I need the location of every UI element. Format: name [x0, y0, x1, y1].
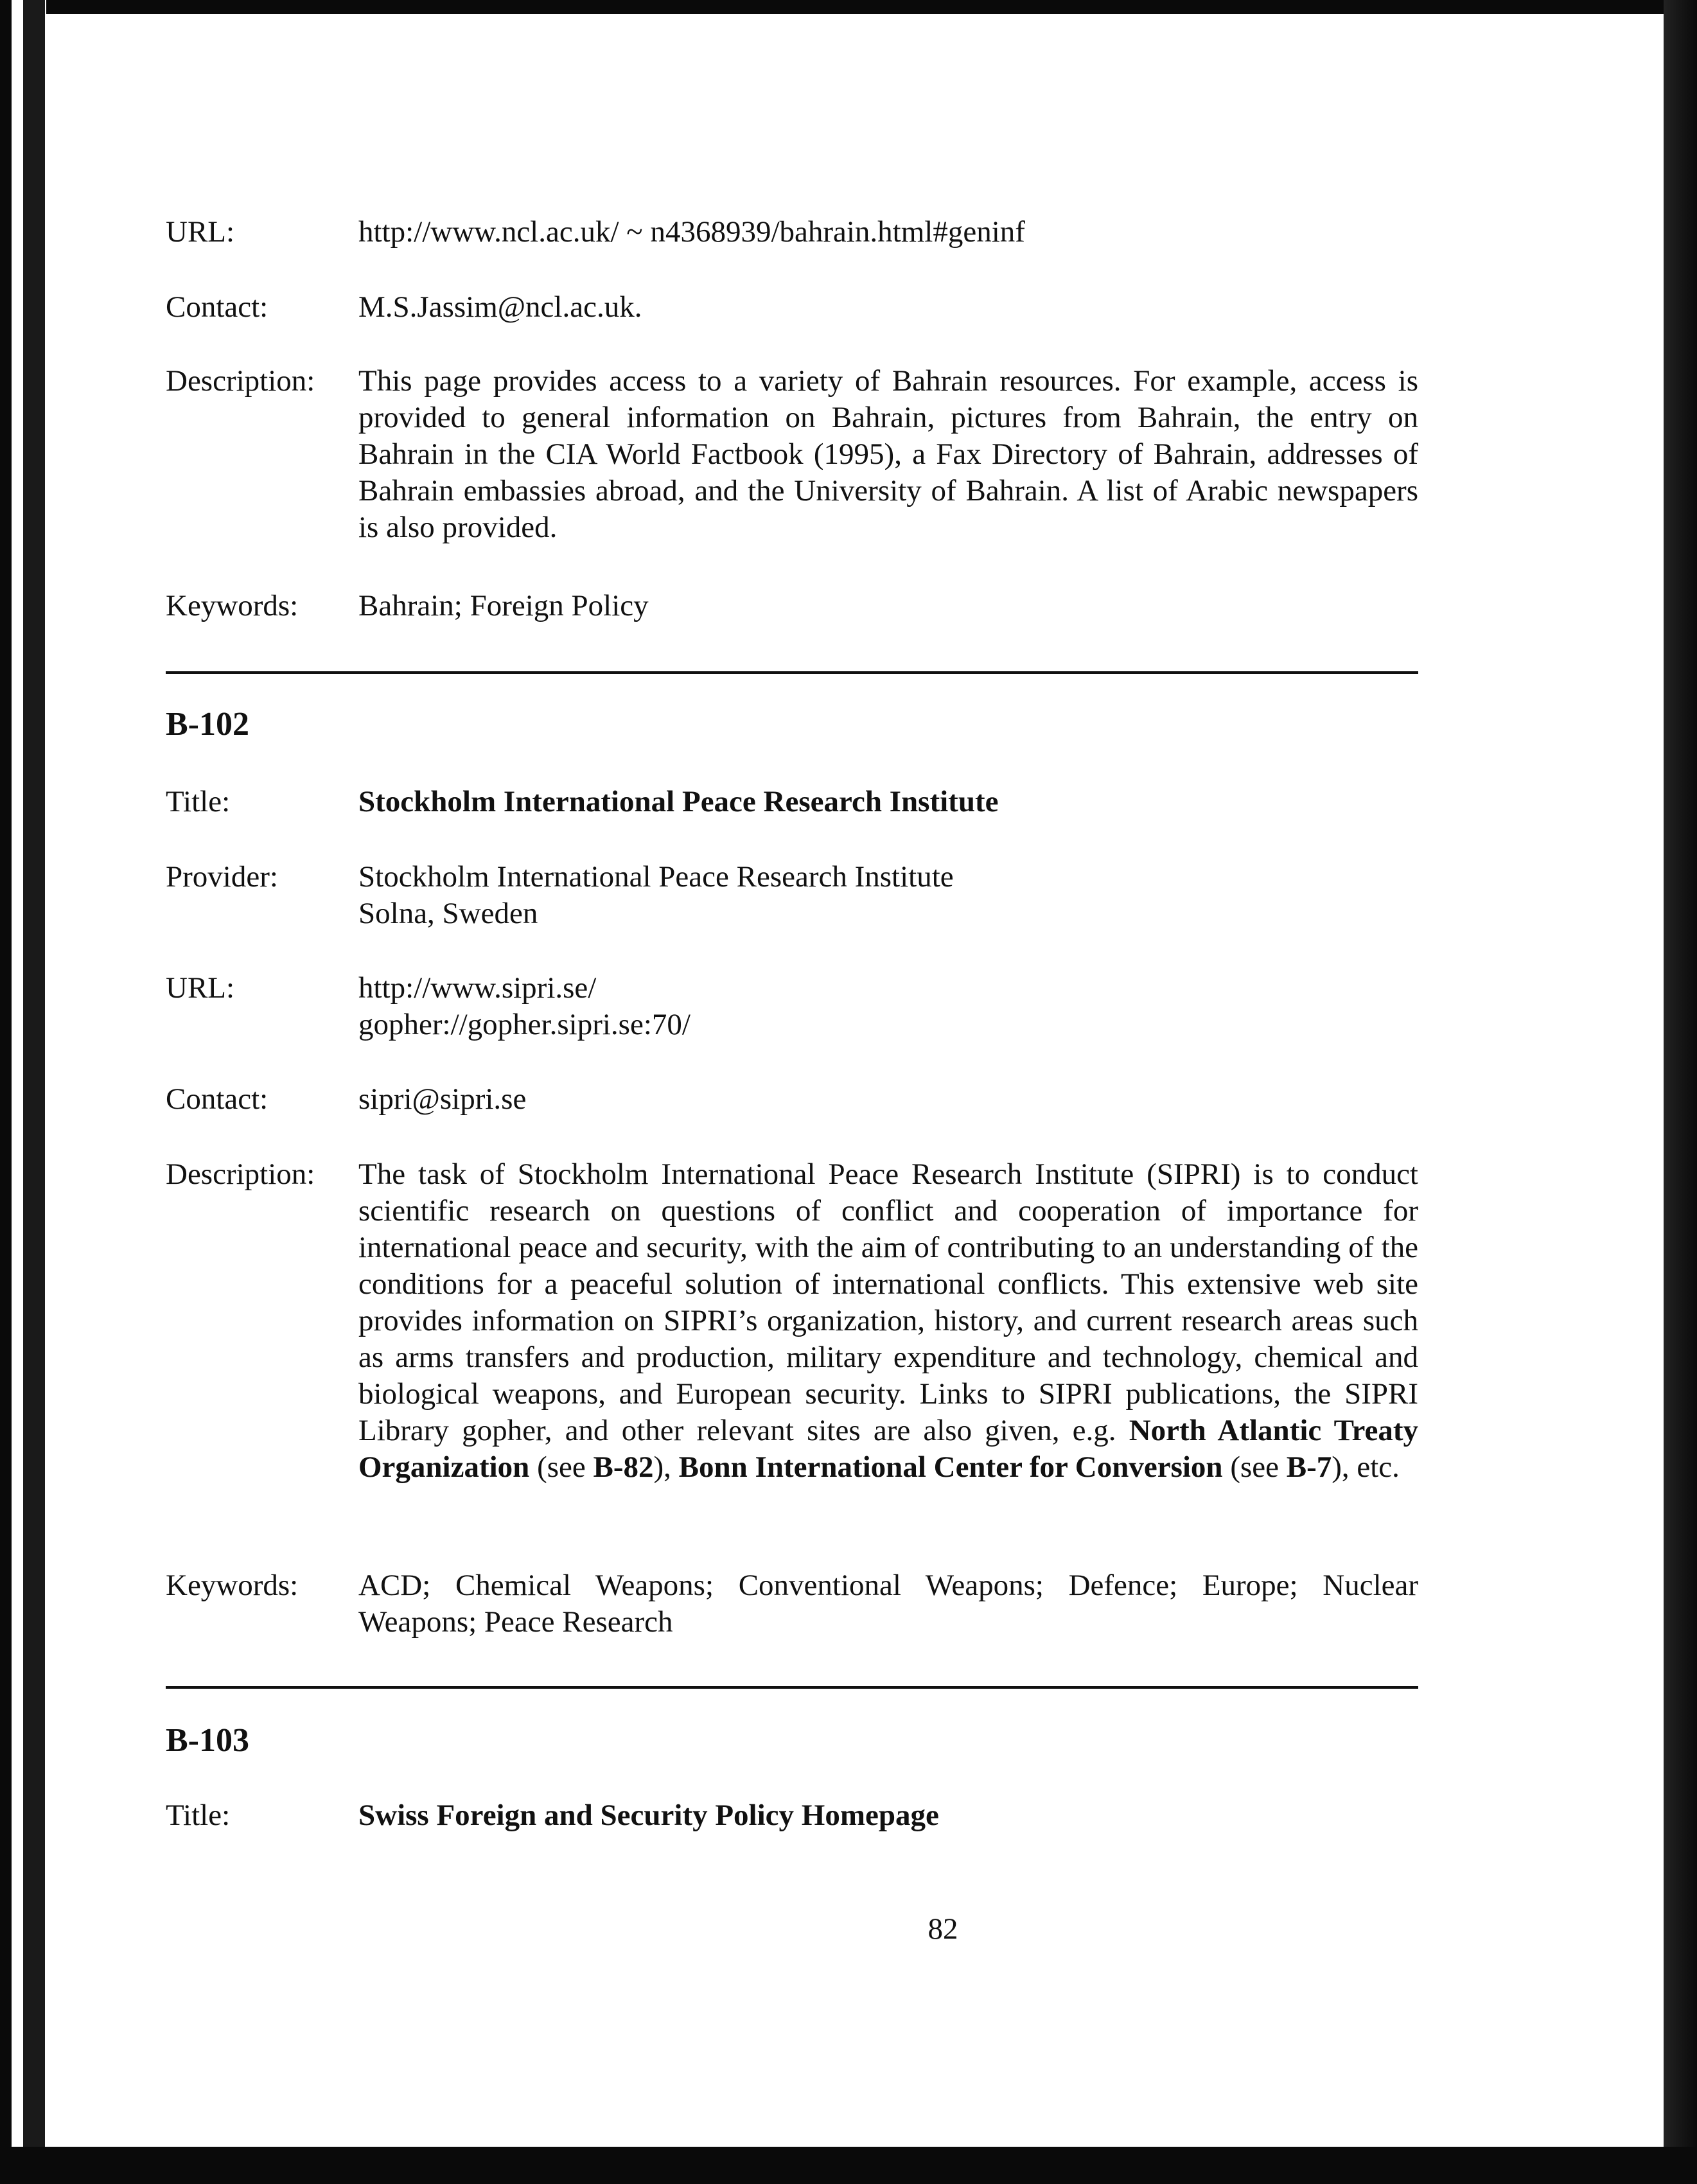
url-link[interactable]: http://www.sipri.se/	[358, 971, 597, 1005]
field-label: Contact:	[166, 290, 268, 324]
description-part: The task of Stockholm International Peace Research Institute (SIPRI) is to conduct scientific research on questions of conflict and cooperation of importance for international peace and security, with the aim of contributing to an understanding of the conditions for a peaceful solution of international conflicts. This extensive web site provides information on SIPRI’s organization, history, and current research areas such as arms transfers and production, military expenditure and technology, chemical and biological weapons, and European security. Links to SIPRI publications, the SIPRI Library gopher, and other relevant sites are also given, e.g.	[358, 1158, 1418, 1447]
field-label: Title:	[166, 1799, 231, 1832]
entry-id: B-103	[166, 1722, 249, 1759]
contact-email[interactable]: M.S.Jassim@ncl.ac.uk.	[358, 290, 642, 324]
description-text: This page provides access to a variety of Bahrain resources. For example, access is provided to general information on Bahrain, pictures from Bahrain, the entry on Bahrain in the CIA World Factbook (1995), a Fax Directory of Bahrain, addresses of Bahrain embassies abroad, and the University of Bahrain. A list of Arabic newspapers is also provided.	[358, 364, 1418, 544]
cross-reference: Bonn International Center for Conversion	[678, 1450, 1223, 1484]
url-link[interactable]: http://www.ncl.ac.uk/ ~ n4368939/bahrain.html#geninf	[358, 215, 1025, 249]
keywords-text: Bahrain; Foreign Policy	[358, 589, 649, 622]
description-part: ), etc.	[1332, 1450, 1400, 1484]
section-divider	[166, 671, 1418, 674]
url-list	[358, 970, 1418, 1043]
field-label: Contact:	[166, 1082, 268, 1116]
scan-border-bottom	[0, 2147, 1697, 2184]
entry-title: Swiss Foreign and Security Policy Homepage	[358, 1799, 939, 1832]
description-text	[358, 1156, 1418, 1486]
field-label: Description:	[166, 1158, 315, 1191]
description-part: ),	[653, 1450, 679, 1484]
description-part: (see	[529, 1450, 594, 1484]
url-link[interactable]: gopher://gopher.sipri.se:70/	[358, 1008, 690, 1041]
page-number: 82	[928, 1912, 958, 1946]
scan-border-left	[0, 0, 46, 2184]
field-label: Provider:	[166, 860, 278, 894]
description-part: (see	[1222, 1450, 1287, 1484]
scan-border-right	[1664, 0, 1697, 2184]
field-label: Title:	[166, 785, 231, 818]
contact-email[interactable]: sipri@sipri.se	[358, 1082, 527, 1116]
field-label: Keywords:	[166, 589, 299, 622]
scan-border-top	[0, 0, 1697, 14]
field-label: URL:	[166, 215, 235, 249]
provider-name: Stockholm International Peace Research Institute	[358, 860, 954, 894]
entry-id: B-102	[166, 706, 249, 743]
cross-reference: North Atlantic Treaty Organization	[358, 1414, 1418, 1484]
cross-reference-id: B-82	[593, 1450, 654, 1484]
cross-reference-id: B-7	[1286, 1450, 1332, 1484]
entry-title: Stockholm International Peace Research Institute	[358, 785, 999, 818]
keywords-text: ACD; Chemical Weapons; Conventional Weapons; Defence; Europe; Nuclear Weapons; Peace Research	[358, 1569, 1418, 1639]
provider-value	[358, 859, 1418, 932]
section-divider	[166, 1686, 1418, 1689]
field-label: URL:	[166, 971, 235, 1005]
field-label: Description:	[166, 364, 315, 398]
provider-location: Solna, Sweden	[358, 897, 538, 930]
field-label: Keywords:	[166, 1569, 299, 1602]
